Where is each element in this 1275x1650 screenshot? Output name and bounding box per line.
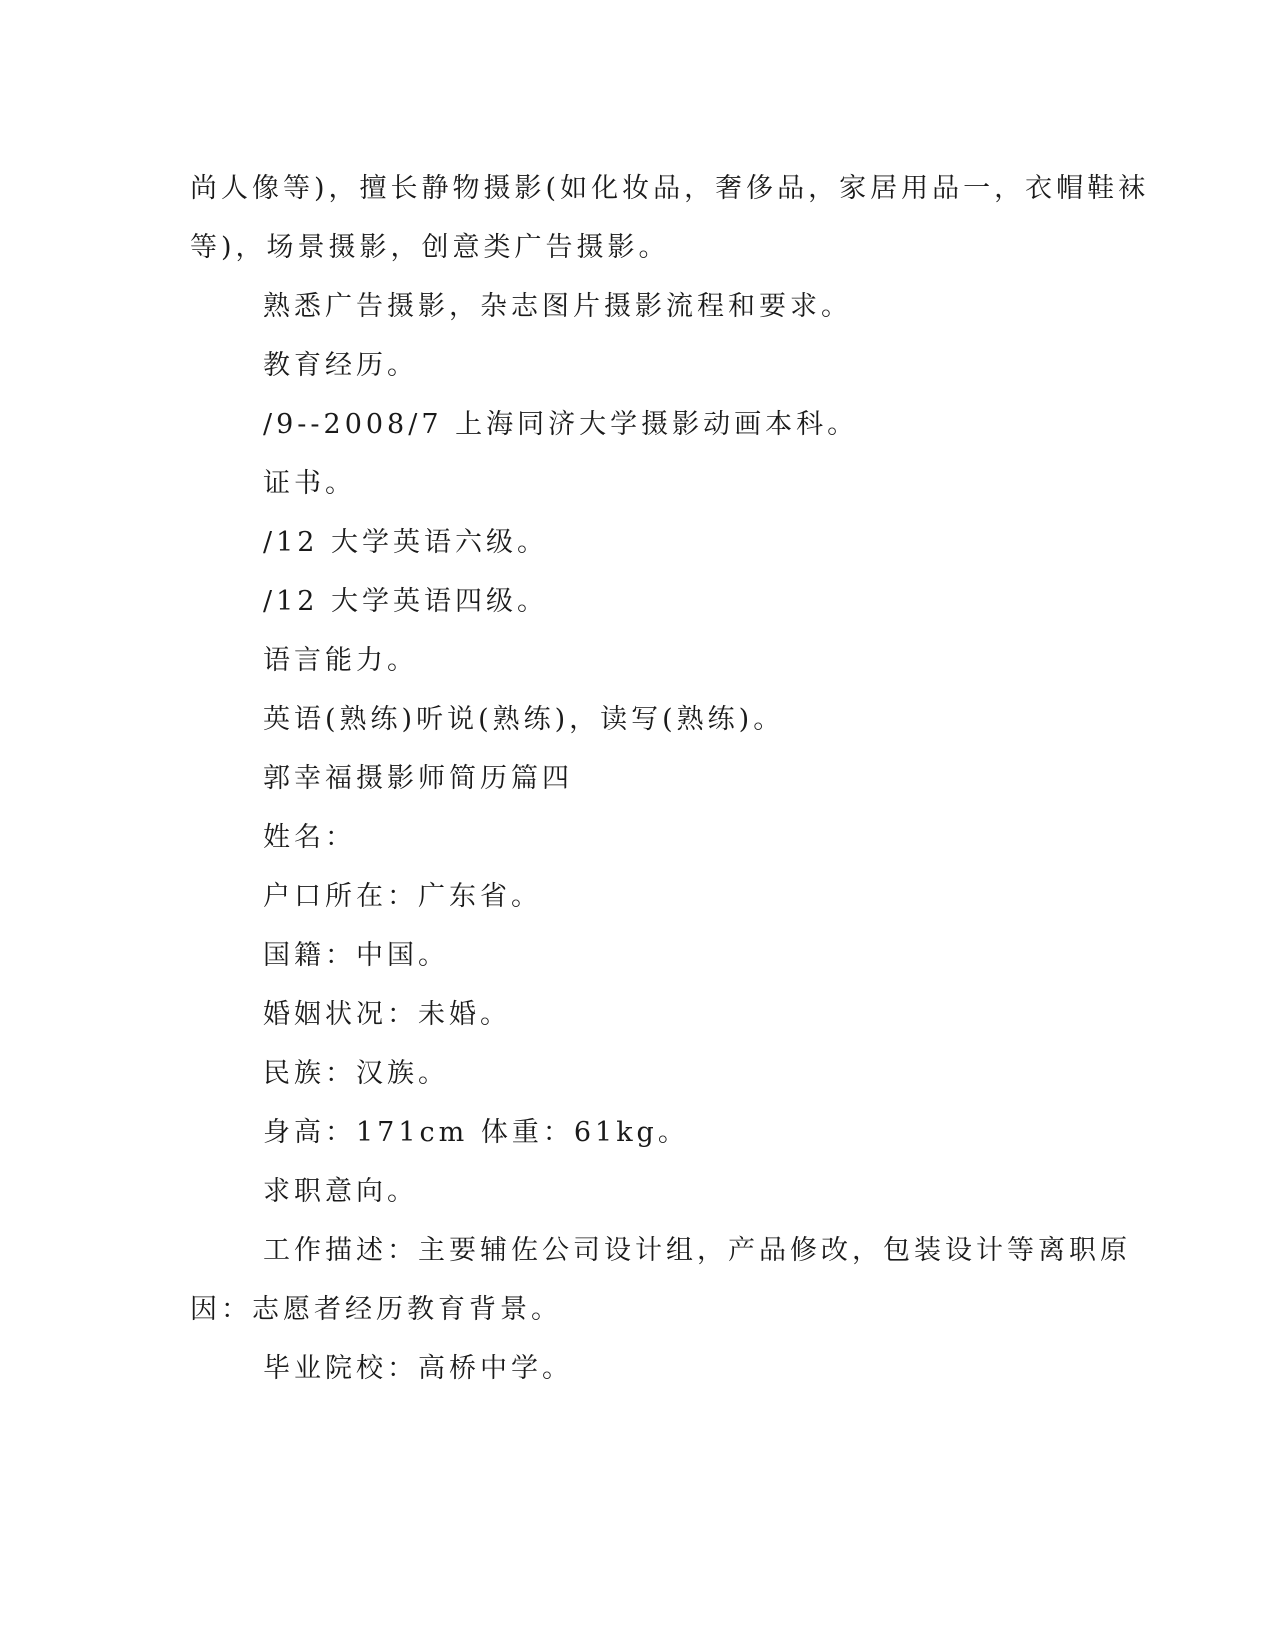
text-line: 姓名： [263, 822, 356, 853]
text-line: /12 大学英语六级。 [263, 527, 549, 558]
text-line: 户口所在：广东省。 [263, 881, 542, 912]
text-line: 民族：汉族。 [263, 1058, 449, 1089]
section-heading-language: 语言能力。 [263, 645, 418, 676]
text-line: 国籍：中国。 [263, 940, 449, 971]
text-line: 婚姻状况：未婚。 [263, 999, 511, 1030]
section-heading-education: 教育经历。 [263, 350, 418, 381]
text-line: 因：志愿者经历教育背景。 [190, 1294, 562, 1325]
text-line: 尚人像等)，擅长静物摄影(如化妆品，奢侈品，家居用品一，衣帽鞋袜 [190, 173, 1150, 204]
section-heading-job-intention: 求职意向。 [263, 1176, 418, 1207]
text-line: /12 大学英语四级。 [263, 586, 549, 617]
section-heading-certificates: 证书。 [263, 468, 356, 499]
resume-title: 郭幸福摄影师简历篇四 [263, 763, 573, 794]
text-line: /9--2008/7 上海同济大学摄影动画本科。 [263, 409, 859, 440]
text-line: 工作描述：主要辅佐公司设计组，产品修改，包装设计等离职原 [263, 1235, 1131, 1266]
text-line: 英语(熟练)听说(熟练)，读写(熟练)。 [263, 704, 785, 735]
text-line: 身高：171cm 体重：61kg。 [263, 1117, 689, 1148]
text-line: 毕业院校：高桥中学。 [263, 1353, 573, 1384]
text-line: 等)，场景摄影，创意类广告摄影。 [190, 232, 670, 263]
text-line: 熟悉广告摄影，杂志图片摄影流程和要求。 [263, 291, 852, 322]
